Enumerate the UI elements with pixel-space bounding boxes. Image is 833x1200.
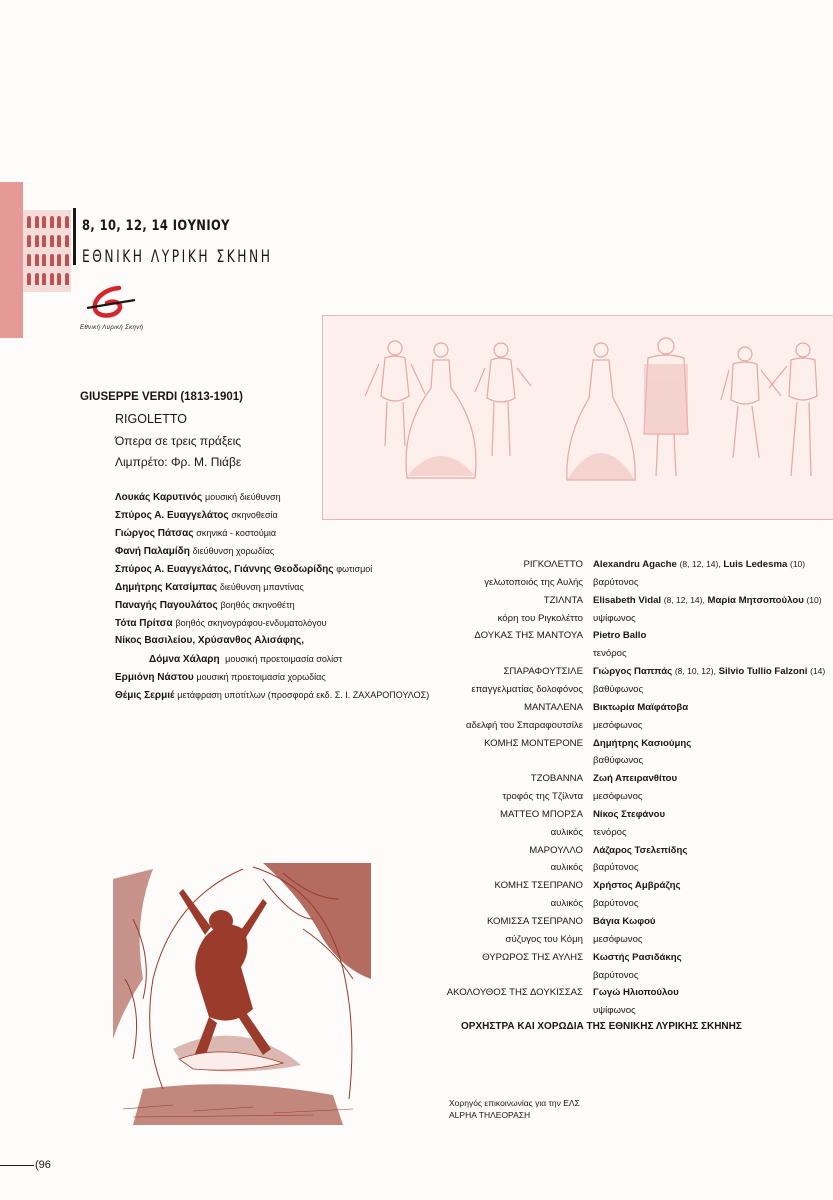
performance-dates-note: (8, 12, 14),	[663, 594, 705, 605]
credit-name: Παναγής Παγουλάτος	[115, 600, 218, 611]
voice-type: τενόρος	[593, 648, 627, 660]
cast-performer	[593, 592, 822, 610]
credit-role: μετάφραση υποτίτλων (προσφορά εκδ. Σ. Ι. ΖΑΧΑΡΟΠΟΥΛΟΣ)	[177, 690, 430, 700]
cast-performer	[593, 770, 677, 788]
credit-row	[115, 524, 429, 542]
performance-dates-note: (10)	[806, 594, 822, 605]
voice-type: τενόρος	[593, 826, 627, 838]
cast-row	[440, 681, 833, 699]
thumb-figure	[42, 235, 46, 247]
rigoletto-etching	[113, 859, 371, 1125]
singer-name: Βικτωρία Μαϊφάτοβα	[593, 701, 689, 713]
voice-type: μεσόφωνος	[593, 719, 643, 731]
singer-name: Silvio Tullio Falzoni	[718, 666, 808, 678]
sponsor-name: ALPHA ΤΗΛΕΟΡΑΣΗ	[449, 1110, 531, 1120]
cast-row	[440, 556, 833, 574]
singer-name: Γωγώ Ηλιοπούλου	[593, 987, 679, 999]
thumb-figure	[57, 235, 61, 247]
cast-role: αυλικός	[550, 898, 583, 910]
cast-row	[440, 949, 833, 967]
thumb-figure	[57, 216, 61, 228]
credit-row	[115, 686, 429, 704]
cast-role: ΜΑΝΤΑΛΕΝΑ	[523, 701, 583, 713]
cast-performer	[593, 824, 627, 842]
cast-performer	[593, 699, 688, 717]
credit-name: Νίκος Βασιλείου, Χρύσανθος Αλισάφης,	[115, 635, 305, 646]
cast-row	[440, 877, 833, 895]
cast-row	[440, 1002, 833, 1020]
logo-caption: Εθνική Λυρική Σκηνή	[80, 325, 144, 331]
credit-row	[115, 542, 429, 560]
thumb-figure	[57, 273, 61, 285]
cast-performer	[593, 931, 643, 949]
thumb-figure	[42, 254, 46, 266]
singer-name: Βάγια Κωφού	[593, 916, 656, 927]
thumb-figure	[27, 235, 31, 247]
cast-performer	[593, 681, 643, 699]
cast-role: ΜΑΤΤΕΟ ΜΠΟΡΣΑ	[499, 808, 583, 820]
voice-type: υψίφωνος	[593, 1005, 636, 1017]
cast-performer	[593, 717, 643, 735]
media-sponsor	[449, 1097, 580, 1121]
cast-row	[440, 967, 833, 985]
voice-type: βαθύφωνος	[593, 755, 644, 767]
cast-role: ΣΠΑΡΑΦΟΥΤΣΙΛΕ	[503, 666, 583, 678]
composer-heading: GIUSEPPE VERDI (1813-1901)	[80, 391, 243, 403]
cast-role: γελωτοποιός της Αυλής	[484, 576, 583, 588]
cast-row	[440, 770, 833, 788]
cast-role: τροφός της Τζίλντα	[502, 791, 583, 803]
cast-row	[440, 735, 833, 753]
credit-name: Φανή Παλαμίδη	[115, 546, 190, 557]
cast-row	[440, 699, 833, 717]
voice-type: μεσόφωνος	[593, 791, 643, 803]
thumb-figure	[65, 216, 69, 228]
credit-row	[115, 560, 429, 578]
cast-row	[440, 627, 833, 645]
performance-dates: 8, 10, 12, 14 ΙΟΥΝΙΟΥ	[82, 218, 230, 234]
performance-dates-note: (8, 10, 12),	[674, 666, 716, 677]
credit-row	[115, 506, 429, 524]
thumb-figure	[35, 235, 39, 247]
cast-role: ΜΑΡΟΥΛΛΟ	[529, 844, 583, 856]
thumb-figure	[42, 216, 46, 228]
credit-name: Δημήτρης Κατσίμπας	[115, 582, 218, 593]
opera-title: RIGOLETTO	[115, 412, 188, 426]
cast-performer	[593, 859, 639, 877]
cast-role: ΔΟΥΚΑΣ ΤΗΣ ΜΑΝΤΟΥΑ	[474, 630, 583, 642]
header-rule	[73, 208, 76, 265]
thumb-figure	[27, 254, 31, 266]
thumb-figure	[50, 273, 54, 285]
thumb-figure	[50, 216, 54, 228]
singer-name: Νίκος Στεφάνου	[593, 808, 666, 820]
cast-performer	[593, 1002, 636, 1020]
side-accent-bar	[0, 182, 23, 338]
credit-row	[115, 650, 429, 668]
voice-type: βαθύφωνος	[593, 683, 644, 695]
credit-name: Ερμιόνη Νάστου	[115, 672, 194, 683]
thumb-figure	[65, 235, 69, 247]
page-number: (96	[0, 1159, 51, 1171]
cast-performer	[593, 627, 646, 645]
cast-performer	[593, 610, 636, 628]
cast-performer	[593, 735, 691, 753]
performance-dates-note: (14)	[810, 666, 826, 677]
cast-performer	[593, 788, 643, 806]
cast-role: αυλικός	[550, 826, 583, 838]
cast-row	[440, 859, 833, 877]
credit-row	[115, 632, 429, 650]
costume-thumbnail	[23, 210, 71, 292]
cast-performer	[593, 877, 680, 895]
cast-row	[440, 913, 833, 931]
credit-role: μουσική διεύθυνση	[205, 492, 281, 502]
cast-performer	[593, 913, 656, 931]
sponsor-label: Χορηγός επικοινωνίας για την ΕΛΣ	[449, 1098, 580, 1108]
singer-name: Μαρία Μητσοπούλου	[707, 594, 804, 606]
thumb-figure	[35, 273, 39, 285]
cast-role: ΡΙΓΚΟΛΕΤΤΟ	[523, 559, 583, 570]
singer-name: Ζωή Απειρανθίτου	[593, 773, 678, 785]
cast-role: ΚΟΜΙΣΣΑ ΤΣΕΠΡΑΝΟ	[486, 916, 583, 927]
credit-name: Σπύρος Α. Ευαγγελάτος, Γιάννης Θεοδωρίδης	[115, 564, 334, 575]
cast-role: επαγγελματίας δολοφόνος	[471, 683, 583, 695]
cast-performer	[593, 663, 825, 681]
cast-role: σύζυγος του Κόμη	[505, 933, 583, 945]
cast-performer	[593, 752, 643, 770]
cast-role: αδελφή του Σπαραφουτσίλε	[466, 719, 583, 731]
credit-row	[115, 488, 429, 506]
thumb-figure	[27, 216, 31, 228]
voice-type: υψίφωνος	[593, 612, 636, 624]
librettist: Λιμπρέτο: Φρ. Μ. Πιάβε	[115, 455, 242, 469]
thumb-figure	[50, 235, 54, 247]
singer-name: Χρήστος Αμβράζης	[593, 880, 681, 892]
credit-role: σκηνικά - κοστούμια	[196, 528, 277, 538]
credit-role: σκηνοθεσία	[231, 510, 278, 520]
thumb-figure	[65, 273, 69, 285]
voice-type: μεσόφωνος	[593, 933, 643, 945]
credit-role: διεύθυνση χορωδίας	[192, 546, 275, 556]
credit-role: μουσική προετοιμασία χορωδίας	[196, 672, 326, 682]
singer-name: Pietro Ballo	[593, 630, 647, 642]
orchestra-credit: ΟΡΧΗΣΤΡΑ ΚΑΙ ΧΟΡΩΔΙΑ ΤΗΣ ΕΘΝΙΚΗΣ ΛΥΡΙΚΗΣ ΣΚΗΝΗΣ	[461, 1021, 742, 1032]
thumb-figure	[57, 254, 61, 266]
cast-row	[440, 842, 833, 860]
credit-row	[115, 614, 429, 632]
cast-row	[440, 645, 833, 663]
cast-role: ΤΖΟΒΑΝΝΑ	[530, 773, 583, 785]
credit-name: Λουκάς Καρυτινός	[115, 492, 203, 503]
credit-role: διεύθυνση μπαντίνας	[219, 582, 304, 592]
credit-row	[115, 596, 429, 614]
singer-name: Δημήτρης Κασιούμης	[593, 737, 692, 749]
cast-row	[440, 984, 833, 1002]
cast-row	[440, 931, 833, 949]
venue-name: ΕΘΝΙΚΗ ΛΥΡΙΚΗ ΣΚΗΝΗ	[82, 247, 273, 267]
cast-role: αυλικός	[550, 862, 583, 874]
production-credits	[115, 488, 429, 704]
singer-name: Luis Ledesma	[723, 559, 788, 570]
thumb-figure	[65, 254, 69, 266]
singer-name: Κωστής Ρασιδάκης	[593, 951, 682, 963]
cast-row	[440, 663, 833, 681]
voice-type: βαρύτονος	[593, 969, 639, 981]
cast-performer	[593, 984, 679, 1002]
cast-performer	[593, 806, 665, 824]
voice-type: βαρύτονος	[593, 576, 639, 588]
cast-row	[440, 824, 833, 842]
performance-dates-note: (10)	[790, 559, 806, 569]
cast-row	[440, 752, 833, 770]
cast-row	[440, 717, 833, 735]
cast-role: ΑΚΟΛΟΥΘΟΣ ΤΗΣ ΔΟΥΚΙΣΣΑΣ	[446, 987, 583, 999]
thumb-figure	[42, 273, 46, 285]
cast-performer	[593, 556, 805, 574]
cast-row	[440, 574, 833, 592]
singer-name: Γιώργος Παππάς	[593, 666, 673, 678]
cast-role: ΚΟΜΗΣ ΜΟΝΤΕΡΟΝΕ	[484, 737, 583, 749]
credit-role: βοηθός σκηνογράφου-ενδυματολόγου	[175, 618, 327, 628]
cast-row	[440, 788, 833, 806]
thumb-figure	[35, 254, 39, 266]
cast-row	[440, 895, 833, 913]
credit-row	[115, 668, 429, 686]
page-number-value: 96	[38, 1159, 51, 1171]
credit-name: Δόμνα Χάλαρη	[149, 654, 220, 665]
thumb-figure	[35, 216, 39, 228]
cast-performer	[593, 842, 687, 860]
thumb-figure	[50, 254, 54, 266]
performance-dates-note: (8, 12, 14),	[679, 559, 721, 569]
opera-subtitle: Όπερα σε τρεις πράξεις	[115, 434, 242, 448]
cast-performer	[593, 895, 639, 913]
cast-performer	[593, 645, 627, 663]
cast-performer	[593, 574, 639, 592]
voice-type: βαρύτονος	[593, 898, 639, 910]
thumb-figure	[27, 273, 31, 285]
credit-row	[115, 578, 429, 596]
credit-role: φωτισμοί	[336, 564, 373, 574]
singer-name: Elisabeth Vidal	[593, 594, 662, 606]
cast-role: ΘΥΡΩΡΟΣ ΤΗΣ ΑΥΛΗΣ	[482, 951, 583, 963]
cast-role: κόρη του Ριγκολέττο	[497, 612, 583, 624]
credit-role: μουσική προετοιμασία σολίστ	[225, 654, 343, 664]
singer-name: Alexandru Agache	[593, 559, 677, 570]
cast-row	[440, 592, 833, 610]
cast-row	[440, 610, 833, 628]
voice-type: βαρύτονος	[593, 862, 639, 874]
credit-name: Σπύρος Α. Ευαγγελάτος	[115, 510, 229, 521]
credit-name: Γιώργος Πάτσας	[115, 528, 194, 539]
cast-performer	[593, 949, 682, 967]
credit-name: Τότα Πρίτσα	[115, 618, 173, 629]
credit-role: βοηθός σκηνοθέτη	[220, 600, 295, 610]
cast-performer	[593, 967, 639, 985]
credit-name: Θέμις Σερμιέ	[115, 690, 175, 701]
ens-logo-icon	[83, 285, 139, 321]
cast-role: ΤΖΙΛΝΤΑ	[543, 594, 583, 606]
cast-row	[440, 806, 833, 824]
singer-name: Λάζαρος Τσελεπίδης	[593, 844, 688, 856]
cast-role: ΚΟΜΗΣ ΤΣΕΠΡΑΝΟ	[494, 880, 583, 892]
